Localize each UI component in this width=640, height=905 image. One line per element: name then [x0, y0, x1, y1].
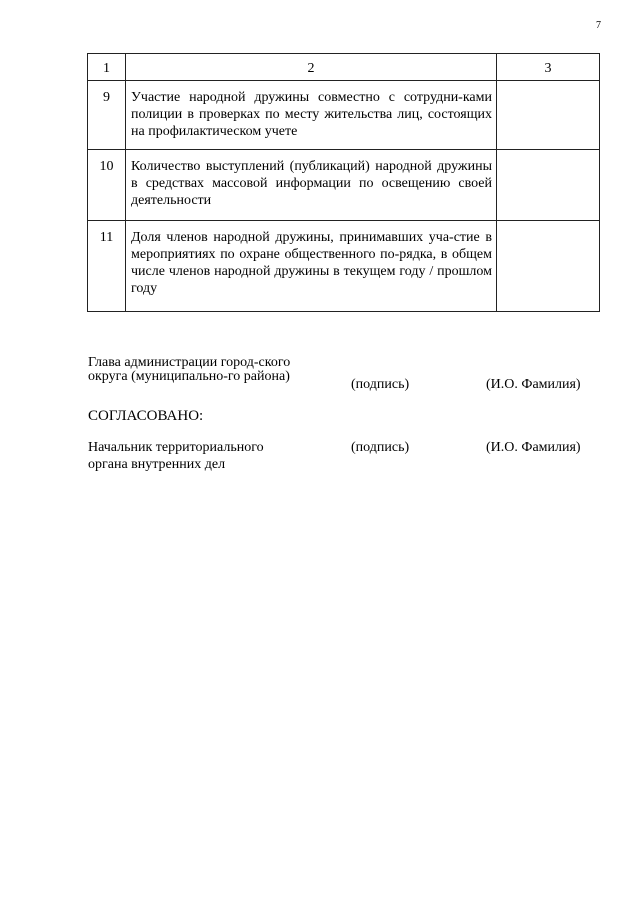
- table-row: [88, 221, 600, 312]
- column-header-indicator: 2: [126, 54, 497, 81]
- row-number: 10: [88, 150, 126, 221]
- police-name-placeholder: (И.О. Фамилия): [486, 440, 581, 455]
- page-number: 7: [596, 20, 601, 31]
- table-row: [88, 150, 600, 221]
- agreed-heading: СОГЛАСОВАНО:: [88, 408, 204, 424]
- table-row: [88, 81, 600, 150]
- row-value-cell: [497, 150, 600, 221]
- row-value-cell: [497, 81, 600, 150]
- column-header-value: 3: [497, 54, 600, 81]
- row-number: 11: [88, 221, 126, 312]
- row-indicator-text: Количество выступлений (публикаций) народной дружины в средствах массовой информации по освещению своей деятельности: [126, 150, 497, 221]
- row-value-cell: [497, 221, 600, 312]
- row-indicator-text: Участие народной дружины совместно с сотрудни-ками полиции в проверках по месту жительства лиц, состоящих на профилактическом учете: [126, 81, 497, 150]
- row-indicator-text: Доля членов народной дружины, принимавших уча-стие в мероприятиях по охране общественного по-рядка, в общем числе членов народной дружины в текущем году / прошлом году: [126, 221, 497, 312]
- head-name-placeholder: (И.О. Фамилия): [486, 377, 581, 392]
- head-signature-placeholder: (подпись): [351, 377, 410, 392]
- head-signature-block: [88, 356, 608, 400]
- column-header-number: 1: [88, 54, 126, 81]
- table-header-row: [88, 54, 600, 81]
- police-signature-placeholder: (подпись): [351, 440, 410, 455]
- row-number: 9: [88, 81, 126, 150]
- indicators-table: [87, 53, 600, 312]
- police-position-label: Начальник территориального органа внутренних дел: [88, 440, 264, 472]
- head-position-label: Глава администрации город-ского округа (муниципально-го района): [88, 355, 291, 384]
- police-signature-block: [88, 439, 608, 475]
